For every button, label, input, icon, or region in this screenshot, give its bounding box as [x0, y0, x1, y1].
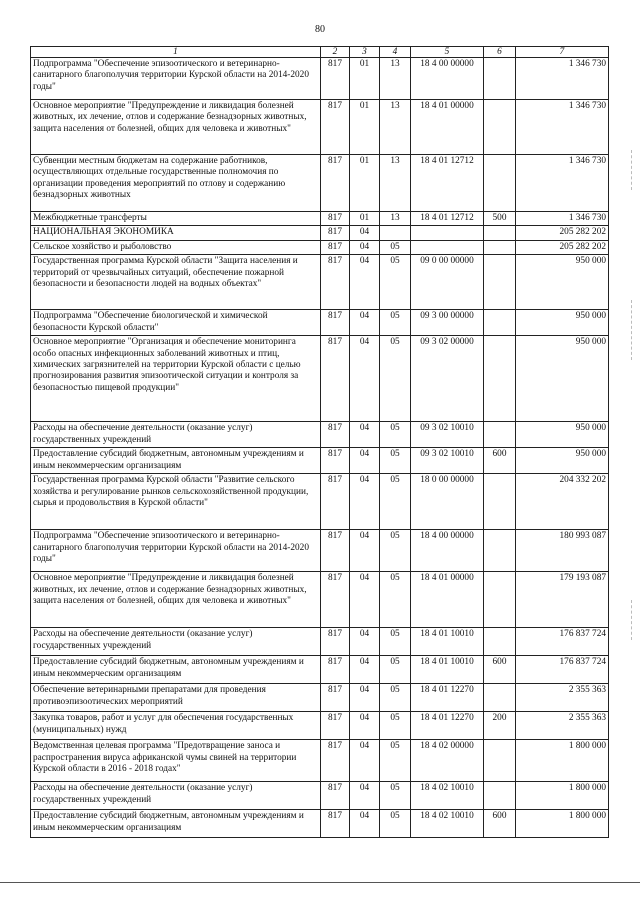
table-row: [31, 58, 609, 100]
row-expense-type: [484, 100, 516, 155]
row-name: Основное мероприятие "Организация и обеспечение мониторинга особо опасных инфекционных заболеваний животных и птиц, химических загрязнителей на территории Курской области с целью прогнозирования развития эпизоотической ситуации и контроля за безопасностью пищевой продукции": [31, 336, 321, 422]
row-ministry-code: 817: [321, 422, 350, 448]
table-row: [31, 212, 609, 226]
row-ministry-code: 817: [321, 628, 350, 656]
row-section: 04: [350, 422, 380, 448]
row-subsection: 05: [380, 255, 411, 310]
row-subsection: 05: [380, 740, 411, 782]
row-target-article: 18 4 00 00000: [411, 530, 484, 572]
row-name: Расходы на обеспечение деятельности (оказание услуг) государственных учреждений: [31, 422, 321, 448]
row-section: 01: [350, 155, 380, 212]
row-amount: 2 355 363: [516, 684, 609, 712]
table-row: [31, 628, 609, 656]
row-name: Основное мероприятие "Предупреждение и ликвидация болезней животных, их лечение, отлов и содержание безнадзорных животных, защита населения от болезней, общих для человека и животных": [31, 572, 321, 628]
table-row: [31, 810, 609, 838]
row-name: Расходы на обеспечение деятельности (оказание услуг) государственных учреждений: [31, 782, 321, 810]
row-name: Субвенции местным бюджетам на содержание работников, осуществляющих отдельные государственные полномочия по организации проведения мероприятий по отлову и содержанию безнадзорных животных: [31, 155, 321, 212]
row-subsection: 05: [380, 810, 411, 838]
row-ministry-code: 817: [321, 782, 350, 810]
row-subsection: 13: [380, 155, 411, 212]
row-target-article: 09 3 02 00000: [411, 336, 484, 422]
row-name: Государственная программа Курской области "Развитие сельского хозяйства и регулирование рынков сельскохозяйственной продукции, сырья и продовольствия в Курской области": [31, 474, 321, 530]
scan-margin-mark: [631, 300, 638, 360]
row-expense-type: 600: [484, 656, 516, 684]
row-expense-type: [484, 684, 516, 712]
row-name: Межбюджетные трансферты: [31, 212, 321, 226]
table-row: [31, 572, 609, 628]
row-ministry-code: 817: [321, 684, 350, 712]
row-name: Ведомственная целевая программа "Предотвращение заноса и распространения вируса африканской чумы свиней на территории Курской области в 2016 - 2018 годах": [31, 740, 321, 782]
row-target-article: [411, 226, 484, 240]
header-col-1: 1: [31, 47, 321, 58]
row-target-article: 18 4 01 00000: [411, 572, 484, 628]
row-name: Предоставление субсидий бюджетным, автономным учреждениям и иным некоммерческим организациям: [31, 448, 321, 474]
table-row: [31, 782, 609, 810]
row-name: Обеспечение ветеринарными препаратами для проведения противоэпизоотических мероприятий: [31, 684, 321, 712]
row-name: Подпрограмма "Обеспечение эпизоотического и ветеринарно-санитарного благополучия территории Курской области на 2014-2020 годы": [31, 530, 321, 572]
table-row: [31, 155, 609, 212]
row-target-article: 18 4 01 10010: [411, 628, 484, 656]
row-section: 04: [350, 782, 380, 810]
row-amount: 179 193 087: [516, 572, 609, 628]
header-col-5: 5: [411, 47, 484, 58]
row-expense-type: [484, 474, 516, 530]
row-expense-type: 200: [484, 712, 516, 740]
row-section: 04: [350, 712, 380, 740]
row-expense-type: [484, 58, 516, 100]
row-ministry-code: 817: [321, 448, 350, 474]
table-row: [31, 255, 609, 310]
row-section: 04: [350, 572, 380, 628]
row-ministry-code: 817: [321, 58, 350, 100]
table-row: [31, 336, 609, 422]
row-target-article: 09 3 00 00000: [411, 310, 484, 336]
row-ministry-code: 817: [321, 530, 350, 572]
row-expense-type: [484, 530, 516, 572]
row-amount: 2 355 363: [516, 712, 609, 740]
row-subsection: 05: [380, 712, 411, 740]
row-ministry-code: 817: [321, 226, 350, 240]
row-ministry-code: 817: [321, 255, 350, 310]
table-row: [31, 740, 609, 782]
row-target-article: 18 4 01 12712: [411, 155, 484, 212]
table-row: [31, 240, 609, 254]
row-ministry-code: 817: [321, 810, 350, 838]
row-target-article: 18 0 00 00000: [411, 474, 484, 530]
row-section: 01: [350, 212, 380, 226]
row-name: Расходы на обеспечение деятельности (оказание услуг) государственных учреждений: [31, 628, 321, 656]
row-section: 04: [350, 656, 380, 684]
row-amount: 950 000: [516, 336, 609, 422]
row-section: 04: [350, 448, 380, 474]
row-target-article: 09 3 02 10010: [411, 422, 484, 448]
row-target-article: [411, 240, 484, 254]
row-subsection: 05: [380, 448, 411, 474]
row-amount: 950 000: [516, 422, 609, 448]
table-row: [31, 226, 609, 240]
row-amount: 1 800 000: [516, 782, 609, 810]
row-amount: 1 800 000: [516, 740, 609, 782]
row-amount: 950 000: [516, 448, 609, 474]
row-amount: 176 837 724: [516, 656, 609, 684]
table-header-row: [31, 47, 609, 58]
row-name: Сельское хозяйство и рыболовство: [31, 240, 321, 254]
table-row: [31, 100, 609, 155]
header-col-7: 7: [516, 47, 609, 58]
row-section: 04: [350, 255, 380, 310]
row-ministry-code: 817: [321, 310, 350, 336]
row-name: Предоставление субсидий бюджетным, автономным учреждениям и иным некоммерческим организациям: [31, 656, 321, 684]
scan-margin-mark: [631, 600, 638, 640]
row-name: Закупка товаров, работ и услуг для обеспечения государственных (муниципальных) нужд: [31, 712, 321, 740]
row-ministry-code: 817: [321, 336, 350, 422]
row-expense-type: 600: [484, 448, 516, 474]
row-ministry-code: 817: [321, 572, 350, 628]
row-target-article: 18 4 01 10010: [411, 656, 484, 684]
page-bottom-rule: [0, 882, 640, 883]
row-ministry-code: 817: [321, 212, 350, 226]
table-row: [31, 310, 609, 336]
row-name: НАЦИОНАЛЬНАЯ ЭКОНОМИКА: [31, 226, 321, 240]
row-expense-type: 500: [484, 212, 516, 226]
row-amount: 950 000: [516, 255, 609, 310]
row-amount: 1 800 000: [516, 810, 609, 838]
row-section: 04: [350, 240, 380, 254]
table-row: [31, 422, 609, 448]
table-row: [31, 448, 609, 474]
row-expense-type: [484, 782, 516, 810]
row-section: 04: [350, 530, 380, 572]
header-col-4: 4: [380, 47, 411, 58]
row-section: 04: [350, 474, 380, 530]
row-expense-type: [484, 336, 516, 422]
row-subsection: 05: [380, 474, 411, 530]
row-name: Предоставление субсидий бюджетным, автономным учреждениям и иным некоммерческим организациям: [31, 810, 321, 838]
row-amount: 180 993 087: [516, 530, 609, 572]
row-expense-type: [484, 240, 516, 254]
header-col-6: 6: [484, 47, 516, 58]
row-target-article: 09 3 02 10010: [411, 448, 484, 474]
row-target-article: 18 4 01 12270: [411, 712, 484, 740]
table-row: [31, 474, 609, 530]
row-expense-type: [484, 740, 516, 782]
row-ministry-code: 817: [321, 712, 350, 740]
row-expense-type: [484, 628, 516, 656]
header-col-3: 3: [350, 47, 380, 58]
row-name: Подпрограмма "Обеспечение биологической и химической безопасности Курской области": [31, 310, 321, 336]
table-row: [31, 656, 609, 684]
row-amount: 176 837 724: [516, 628, 609, 656]
row-expense-type: [484, 226, 516, 240]
row-amount: 1 346 730: [516, 100, 609, 155]
row-amount: 1 346 730: [516, 58, 609, 100]
row-target-article: 18 4 02 00000: [411, 740, 484, 782]
row-expense-type: [484, 310, 516, 336]
row-subsection: 13: [380, 100, 411, 155]
row-section: 04: [350, 628, 380, 656]
row-name: Основное мероприятие "Предупреждение и ликвидация болезней животных, их лечение, отлов и содержание безнадзорных животных, защита населения от болезней, общих для человека и животных": [31, 100, 321, 155]
row-target-article: 18 4 01 00000: [411, 100, 484, 155]
row-amount: 1 346 730: [516, 155, 609, 212]
row-amount: 205 282 202: [516, 240, 609, 254]
row-target-article: 18 4 02 10010: [411, 782, 484, 810]
row-target-article: 18 4 00 00000: [411, 58, 484, 100]
row-target-article: 18 4 01 12270: [411, 684, 484, 712]
row-subsection: 05: [380, 310, 411, 336]
scan-margin-mark: [631, 150, 638, 190]
row-expense-type: [484, 255, 516, 310]
table-row: [31, 530, 609, 572]
row-ministry-code: 817: [321, 740, 350, 782]
row-subsection: 05: [380, 336, 411, 422]
budget-table: [30, 46, 609, 838]
row-subsection: 05: [380, 530, 411, 572]
row-section: 04: [350, 226, 380, 240]
row-amount: 205 282 202: [516, 226, 609, 240]
row-amount: 950 000: [516, 310, 609, 336]
row-expense-type: 600: [484, 810, 516, 838]
row-expense-type: [484, 422, 516, 448]
row-section: 04: [350, 310, 380, 336]
row-subsection: [380, 226, 411, 240]
row-subsection: 05: [380, 684, 411, 712]
row-amount: 204 332 202: [516, 474, 609, 530]
row-subsection: 13: [380, 58, 411, 100]
row-expense-type: [484, 572, 516, 628]
row-subsection: 05: [380, 422, 411, 448]
row-ministry-code: 817: [321, 656, 350, 684]
row-ministry-code: 817: [321, 155, 350, 212]
row-name: Подпрограмма "Обеспечение эпизоотического и ветеринарно-санитарного благополучия территории Курской области на 2014-2020 годы": [31, 58, 321, 100]
row-subsection: 05: [380, 240, 411, 254]
row-section: 04: [350, 336, 380, 422]
row-subsection: 05: [380, 782, 411, 810]
row-ministry-code: 817: [321, 100, 350, 155]
row-ministry-code: 817: [321, 474, 350, 530]
row-section: 04: [350, 684, 380, 712]
row-ministry-code: 817: [321, 240, 350, 254]
row-section: 04: [350, 740, 380, 782]
row-section: 01: [350, 100, 380, 155]
row-subsection: 05: [380, 656, 411, 684]
row-expense-type: [484, 155, 516, 212]
row-section: 01: [350, 58, 380, 100]
table-row: [31, 712, 609, 740]
row-subsection: 05: [380, 572, 411, 628]
row-name: Государственная программа Курской области "Защита населения и территорий от чрезвычайных ситуаций, обеспечение пожарной безопасности и безопасности людей на водных объектах": [31, 255, 321, 310]
row-amount: 1 346 730: [516, 212, 609, 226]
page-number: 80: [315, 24, 325, 35]
table-row: [31, 684, 609, 712]
header-col-2: 2: [321, 47, 350, 58]
row-subsection: 13: [380, 212, 411, 226]
row-subsection: 05: [380, 628, 411, 656]
row-target-article: 09 0 00 00000: [411, 255, 484, 310]
row-target-article: 18 4 01 12712: [411, 212, 484, 226]
row-target-article: 18 4 02 10010: [411, 810, 484, 838]
row-section: 04: [350, 810, 380, 838]
